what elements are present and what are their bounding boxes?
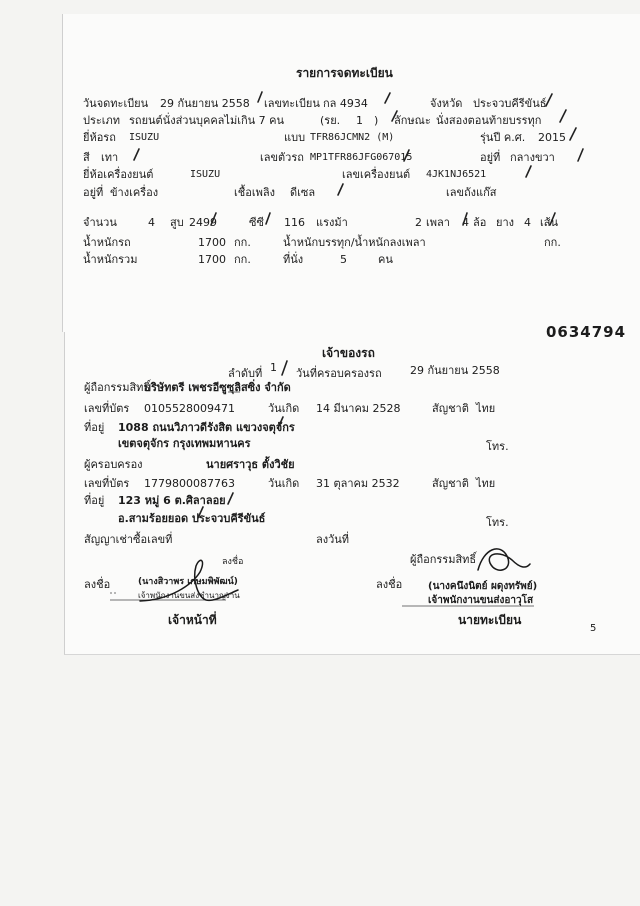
type-value: รถยนต์นั่งส่วนบุคคลไม่เกิน 7 คน	[129, 114, 285, 127]
holder-nat-label: สัญชาติ	[432, 402, 469, 415]
possessor-id-value: 1779800087763	[144, 477, 235, 490]
cyl-label: สูบ	[170, 216, 184, 229]
chassis-value: MP1TFR86JFG067015	[310, 152, 413, 163]
holder-birth-label: วันเกิด	[268, 402, 300, 415]
holder-label: ผู้ถือกรรมสิทธิ์	[84, 381, 151, 394]
owned-date-value: 29 กันยายน 2558	[410, 364, 500, 377]
engine-loc-label: อยู่ที่	[83, 186, 104, 199]
owned-date-label: วันที่ครอบครองรถ	[296, 367, 382, 380]
province-label: จังหวัด	[430, 97, 463, 110]
year-value: 2015	[538, 131, 566, 144]
tires-label: ยาง	[496, 216, 514, 229]
province-value: ประจวบคีรีขันธ์	[473, 97, 547, 110]
page-number-bottom: 5	[590, 623, 597, 634]
reg-date-value: 29 กันยายน 2558	[160, 97, 250, 110]
wheels-label: ล้อ	[473, 216, 487, 229]
holder-tel-label: โทร.	[486, 440, 509, 453]
possessor-name: นายศราวุธ ตั้งวิชัย	[206, 458, 295, 471]
reg-no-label: เลขทะเบียน	[264, 97, 320, 110]
reg-no-value: กล 4934	[323, 97, 368, 110]
seats-label: ที่นั่ง	[283, 253, 304, 266]
color-value: เทา	[101, 151, 119, 164]
holder-birth-value: 14 มีนาคม 2528	[316, 402, 401, 415]
holder-title-small: ผู้ถือกรรมสิทธิ์	[410, 553, 477, 566]
possessor-address-line1: 123 หมู่ 6 ต.ศิลาลอย	[118, 494, 226, 507]
officer-caption: เจ้าหน้าที่	[168, 613, 217, 627]
registration-title: รายการจดทะเบียน	[296, 66, 393, 80]
tires-value: 4	[524, 216, 531, 229]
cc-value: 2499	[189, 216, 217, 229]
possessor-nat-value: ไทย	[476, 477, 496, 490]
style-label: ลักษณะ	[394, 114, 431, 127]
engine-brand-label: ยี่ห้อเครื่องยนต์	[83, 168, 154, 181]
gross-unit: กก.	[234, 253, 251, 266]
hire-purchase-label: สัญญาเช่าซื้อเลขที่	[84, 533, 173, 546]
axles-value: 2	[415, 216, 422, 229]
engine-no-value: 4JK1NJ6521	[426, 169, 487, 180]
sign-date-label: ลงวันที่	[316, 533, 350, 546]
engine-no-label: เลขเครื่องยนต์	[342, 168, 411, 181]
holder-sign-label-small: ลงชื่อ	[222, 557, 244, 567]
load-label: น้ำหนักบรรทุก/น้ำหนักลงเพลา	[283, 236, 426, 249]
seats-unit: คน	[378, 253, 393, 266]
location-label: อยู่ที่	[480, 151, 501, 164]
cc-label: ซีซี	[249, 216, 264, 229]
order-value: 1	[270, 361, 277, 374]
possessor-birth-label: วันเกิด	[268, 477, 300, 490]
location-value: กลางขวา	[510, 151, 555, 164]
fuel-label: เชื้อเพลิง	[234, 186, 275, 199]
form-serial-number: 0634794	[546, 323, 627, 341]
weight-value: 1700	[198, 236, 226, 249]
axles-label: เพลา	[426, 216, 450, 229]
weight-unit: กก.	[234, 236, 251, 249]
holder-id-value: 0105528009471	[144, 402, 235, 415]
color-label: สี	[83, 151, 90, 164]
holder-id-label: เลขที่บัตร	[84, 402, 130, 415]
registrar-sign-position: เจ้าพนักงานขนส่งอาวุโส	[428, 595, 534, 606]
rs-value: 1	[356, 114, 363, 127]
owner-title: เจ้าของรถ	[322, 346, 375, 360]
registrar-caption: นายทะเบียน	[458, 613, 522, 627]
brand-label: ยี่ห้อรถ	[83, 131, 116, 144]
officer-sign-label: ลงชื่อ	[84, 578, 111, 591]
rs-close: )	[374, 114, 379, 127]
chassis-label: เลขตัวรถ	[260, 151, 304, 164]
rs-label: (รย.	[320, 114, 341, 127]
model-value: TFR86JCMN2 (M)	[310, 132, 395, 143]
weight-label: น้ำหนักรถ	[83, 236, 131, 249]
possessor-tel-label: โทร.	[486, 516, 509, 529]
possessor-address-line2: อ.สามร้อยยอด ประจวบคีรีขันธ์	[118, 512, 266, 525]
registrar-sign-label: ลงชื่อ	[376, 578, 403, 591]
wheels-value: 4	[462, 216, 469, 229]
seats-value: 5	[340, 253, 347, 266]
order-label: ลำดับที่	[228, 367, 263, 380]
officer-sign-name: (นางสิวาพร เกษมพิพัฒน์)	[138, 577, 238, 587]
possessor-addr-label: ที่อยู่	[84, 494, 105, 507]
style-value: นั่งสองตอนท้ายบรรทุก	[436, 114, 542, 127]
load-unit: กก.	[544, 236, 561, 249]
possessor-nat-label: สัญชาติ	[432, 477, 469, 490]
type-label: ประเภท	[83, 114, 121, 127]
fuel-value: ดีเซล	[290, 186, 316, 199]
engine-loc-value: ข้างเครื่อง	[110, 186, 159, 199]
holder-name: บริษัทตรี เพชรอีซูซุลิสซิ่ง จำกัด	[144, 381, 291, 394]
holder-address-line2: เขตจตุจักร กรุงเทพมหานคร	[118, 437, 251, 450]
holder-nat-value: ไทย	[476, 402, 496, 415]
year-label: รุ่นปี ค.ศ.	[480, 131, 526, 144]
officer-sign-position: เจ้าพนักงานขนส่งชำนาญงาน	[138, 591, 240, 600]
gross-label: น้ำหนักรวม	[83, 253, 138, 266]
qty-label: จำนวน	[83, 216, 117, 229]
possessor-birth-value: 31 ตุลาคม 2532	[316, 477, 400, 490]
registrar-sign-name: (นางคนึงนิตย์ ผดุงทรัพย์)	[428, 581, 538, 592]
possessor-id-label: เลขที่บัตร	[84, 477, 130, 490]
holder-addr-label: ที่อยู่	[84, 421, 105, 434]
engine-brand-value: ISUZU	[190, 169, 221, 180]
holder-address-line1: 1088 ถนนวิภาวดีรังสิต แขวงจตุจักร	[118, 421, 295, 434]
reg-date-label: วันจดทะเบียน	[83, 97, 149, 110]
hp-value: 116	[284, 216, 305, 229]
brand-value: ISUZU	[129, 132, 160, 143]
model-label: แบบ	[284, 131, 306, 144]
gas-tank-label: เลขถังแก๊ส	[446, 186, 497, 199]
tires-unit: เส้น	[540, 216, 558, 229]
qty-value: 4	[148, 216, 155, 229]
hp-label: แรงม้า	[316, 216, 348, 229]
possessor-label: ผู้ครอบครอง	[84, 458, 143, 471]
gross-value: 1700	[198, 253, 226, 266]
